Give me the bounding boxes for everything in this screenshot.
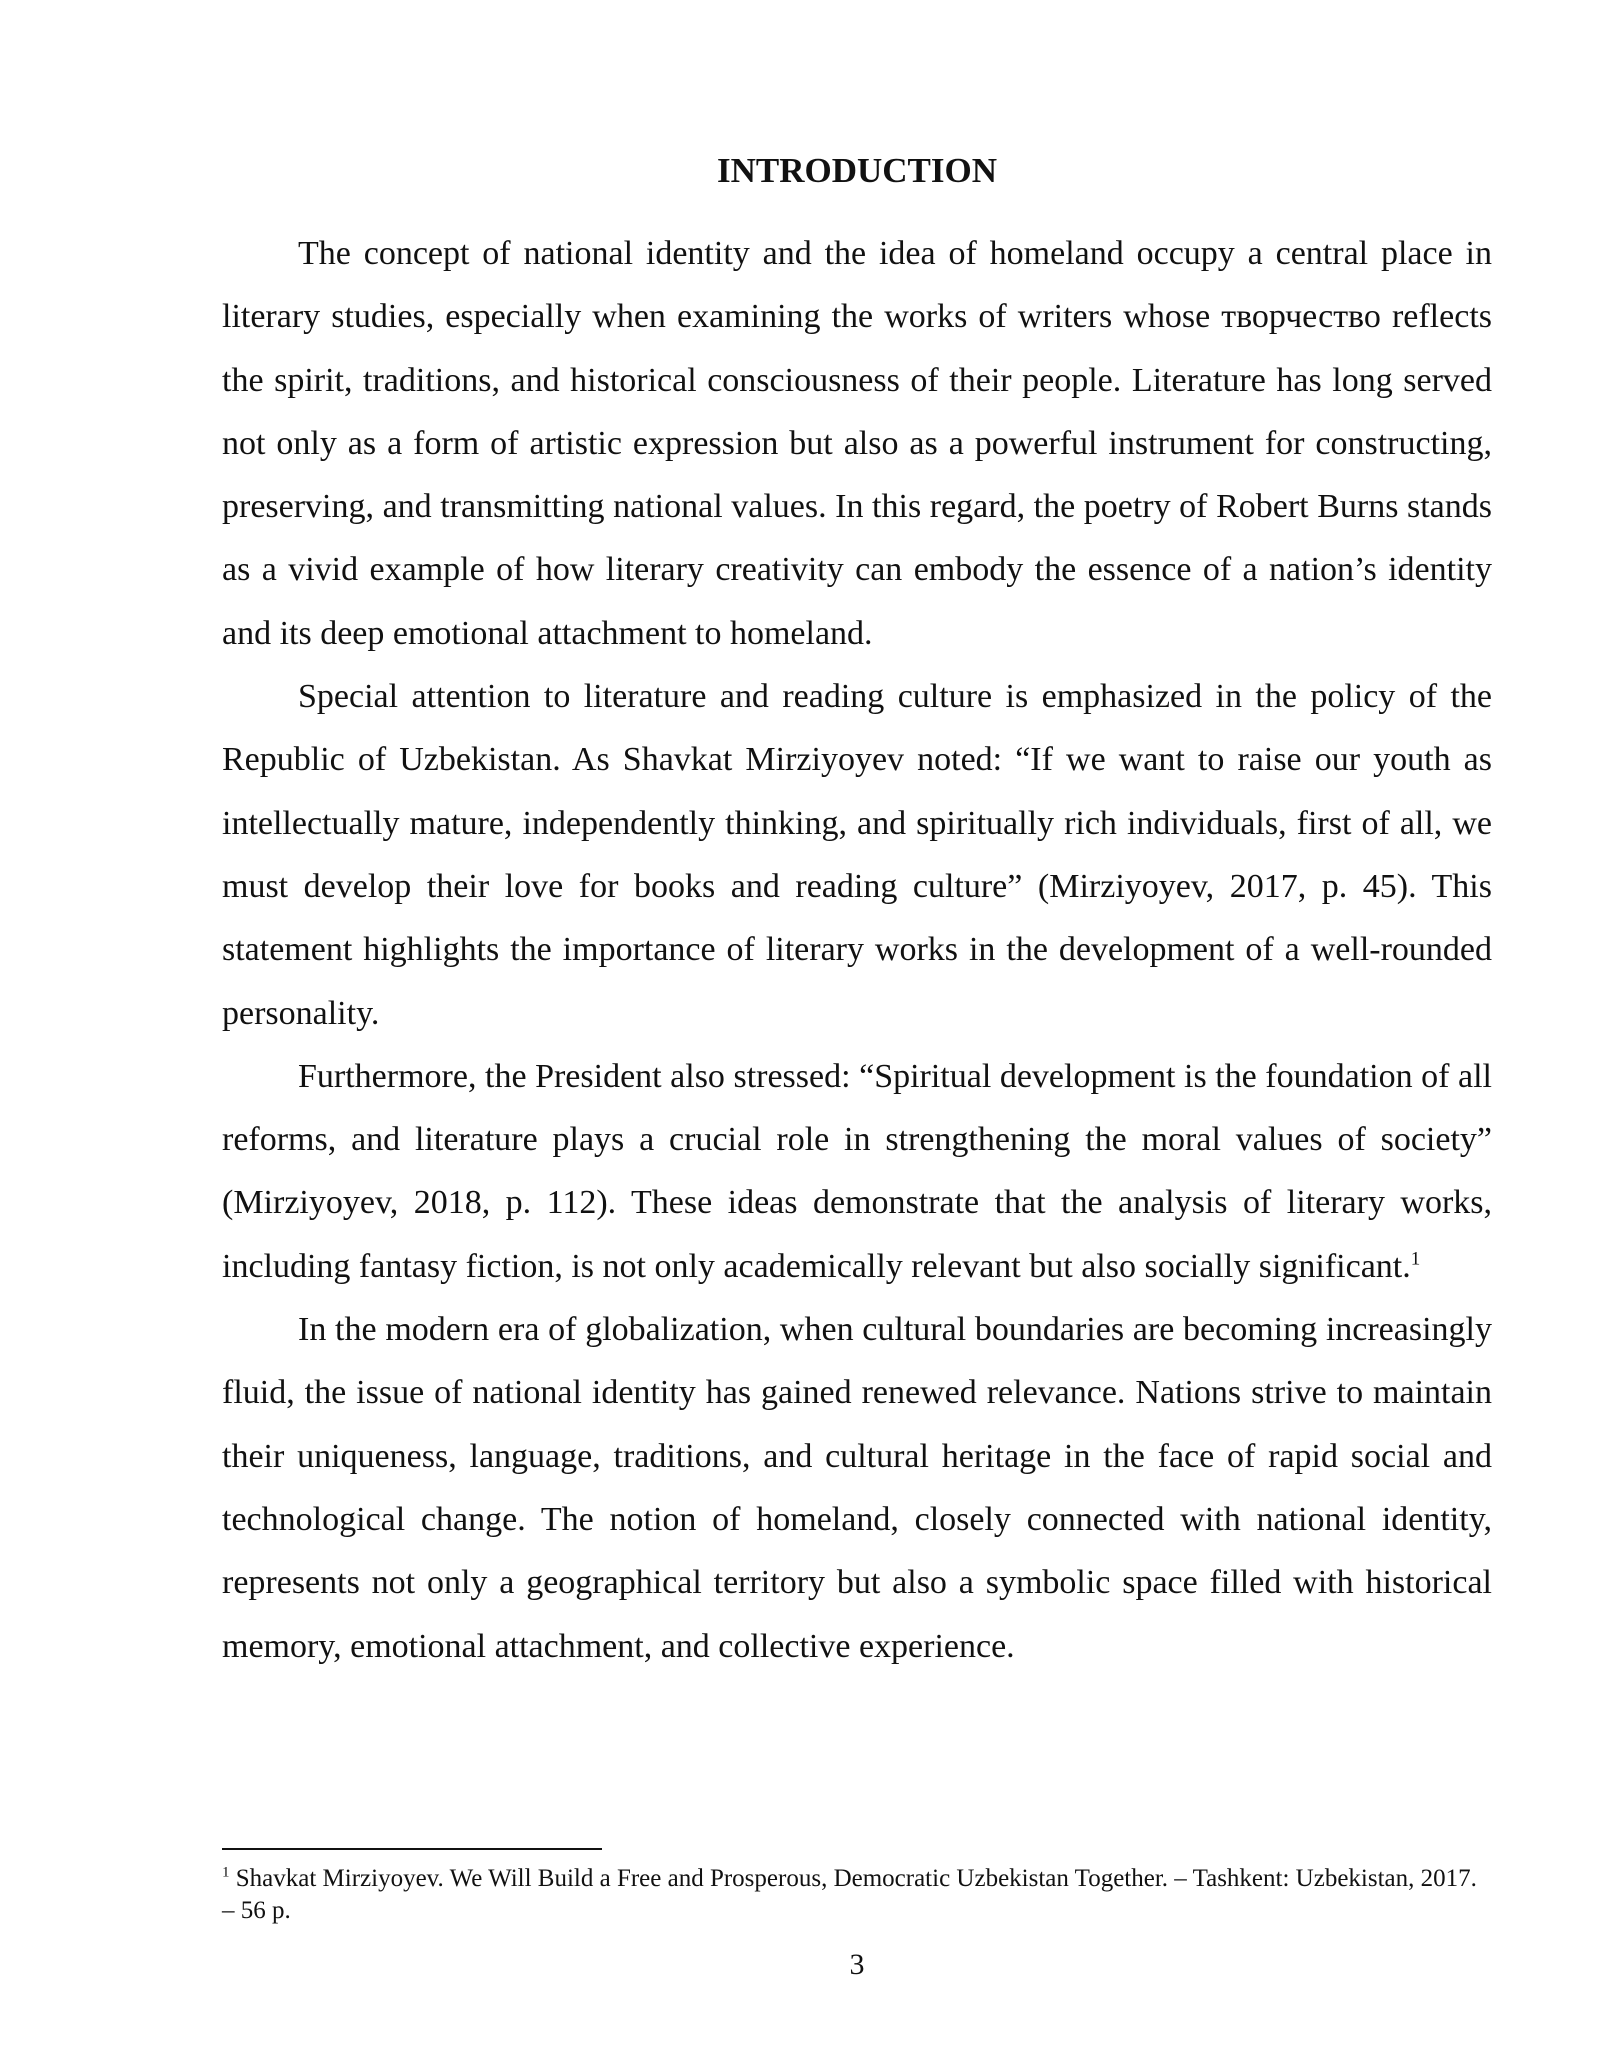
footnote-reference[interactable]: 1 [1410, 1248, 1421, 1270]
footnote-text: Shavkat Mirziyoyev. We Will Build a Free and Prosperous, Democratic Uzbekistan Together. – Tashkent: Uzbekistan, 2017. – 56 p. [222, 1865, 1477, 1924]
footnote-marker: 1 [222, 1864, 230, 1881]
body-text [222, 222, 1492, 1678]
paragraph-3 [222, 1045, 1492, 1298]
paragraph-1: The concept of national identity and the idea of homeland occupy a central place in literary studies, especially when examining the works of writers whose творчество reflects the spirit, traditions, and historical consciousness of their people. Literature has long served not only as a form of artistic expression but also as a powerful instrument for constructing, preserving, and transmitting national values. In this regard, the poetry of Robert Burns stands as a vivid example of how literary creativity can embody the essence of a nation’s identity and its deep emotional attachment to homeland. [222, 235, 1492, 652]
page-title: INTRODUCTION [716, 151, 998, 190]
paragraph-4: In the modern era of globalization, when cultural boundaries are becoming increasingly fluid, the issue of national identity has gained renewed relevance. Nations strive to maintain their uniqueness, language, traditions, and cultural heritage in the face of rapid social and technological change. The notion of homeland, closely connected with national identity, represents not only a geographical territory but also a symbolic space filled with historical memory, emotional attachment, and collective experience. [222, 1311, 1492, 1665]
paragraph-2: Special attention to literature and reading culture is emphasized in the policy of the Republic of Uzbekistan. As Shavkat Mirziyoyev noted: “If we want to raise our youth as intellectually mature, independently thinking, and spiritually rich individuals, first of all, we must develop their love for books and reading culture” (Mirziyoyev, 2017, p. 45). This statement highlights the importance of literary works in the development of a well-rounded personality. [222, 678, 1492, 1032]
footnote [222, 1863, 1492, 1927]
footnote-separator [222, 1848, 602, 1850]
page-number: 3 [849, 1948, 865, 1981]
paragraph-3-text: Furthermore, the President also stressed: “Spiritual development is the foundation of all reforms, and literature plays a crucial role in strengthening the moral values of society” (Mirziyoyev, 2018, p. 112). These ideas demonstrate that the analysis of literary works, including fantasy fiction, is not only academically relevant but also socially significant. [222, 1057, 1492, 1285]
